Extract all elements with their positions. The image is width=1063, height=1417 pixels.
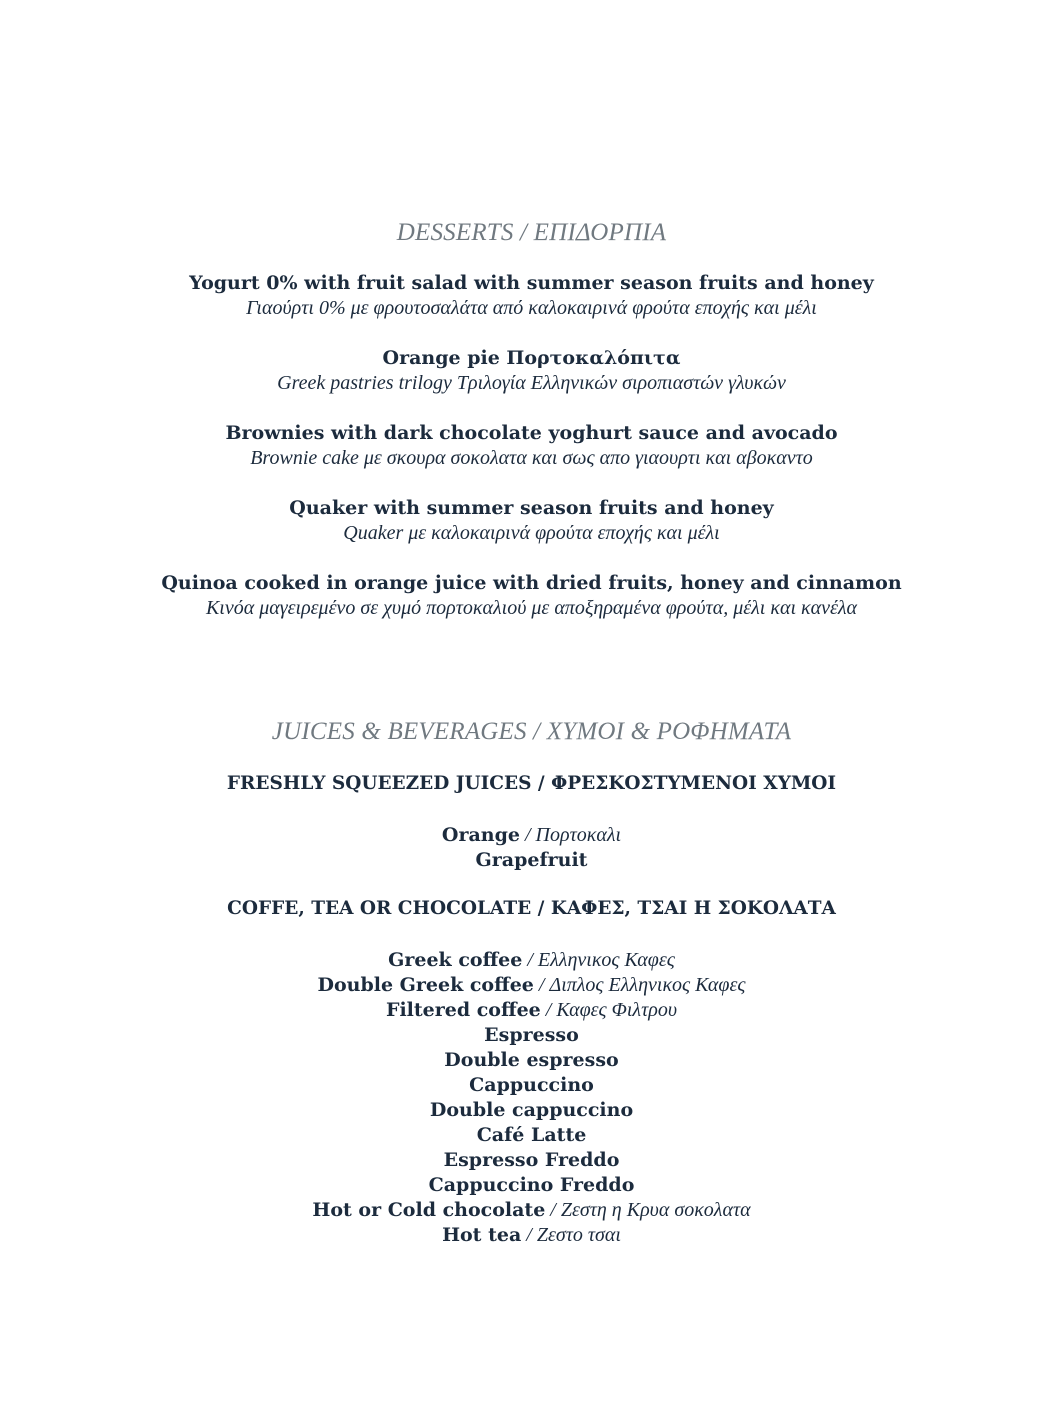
dessert-name-en: Yogurt 0% with fruit salad with summer season fruits and honey [189, 272, 874, 294]
list-item [0, 1173, 1063, 1198]
beverage-name-gr: Ελληνικος Καφες [537, 949, 675, 971]
beverage-name-gr: Πορτοκαλι [535, 824, 622, 846]
dessert-name-en: Quaker with summer season fruits and honey [289, 497, 774, 519]
separator: / [522, 949, 538, 971]
separator: / [545, 1199, 561, 1221]
list-item [0, 998, 1063, 1023]
list-item [0, 948, 1063, 973]
dessert-item [0, 271, 1063, 321]
beverage-name-gr: Ζεστο τσαι [536, 1224, 621, 1246]
list-item [0, 1198, 1063, 1223]
beverage-name-en: Grapefruit [475, 849, 588, 871]
hot-drinks-list [0, 948, 1063, 1248]
beverage-name-gr: Καφες Φιλτρου [556, 999, 678, 1021]
list-item [0, 1223, 1063, 1248]
dessert-item [0, 496, 1063, 546]
desserts-section-title: DESSERTS / ΕΠΙΔΟΡΠΙΑ [396, 219, 667, 246]
list-item [0, 1048, 1063, 1073]
separator: / [519, 824, 536, 846]
beverage-name-en: Double cappuccino [429, 1099, 634, 1121]
dessert-name-en: Brownies with dark chocolate yoghurt sauce and avocado [225, 422, 838, 444]
beverage-name-en: Cappuccino [469, 1074, 594, 1096]
beverage-name-gr: Διπλος Ελληνικος Καφες [549, 974, 746, 996]
separator: / [521, 1224, 537, 1246]
beverage-name-en: Espresso Freddo [443, 1149, 620, 1171]
beverage-name-en: Greek coffee [388, 949, 523, 971]
list-item [0, 1023, 1063, 1048]
beverage-name-en: Hot or Cold chocolate [312, 1199, 546, 1221]
beverage-name-en: Double Greek coffee [317, 974, 534, 996]
dessert-item [0, 571, 1063, 621]
beverage-name-en: Café Latte [476, 1124, 587, 1146]
dessert-name-gr: Κινόα μαγειρεμένο σε χυμό πορτοκαλιού με αποξηραμένα φρούτα, μέλι και κανέλα [205, 597, 858, 619]
dessert-name-gr: Brownie cake με σκουρα σοκολατα και σως απο γιαουρτι και αβοκαντο [250, 447, 813, 469]
list-item [0, 823, 1063, 848]
separator: / [540, 999, 557, 1021]
list-item [0, 1123, 1063, 1148]
beverage-name-en: Hot tea [442, 1224, 522, 1246]
list-item [0, 848, 1063, 873]
dessert-item [0, 421, 1063, 471]
list-item [0, 973, 1063, 998]
dessert-item [0, 346, 1063, 396]
beverage-name-en: Cappuccino Freddo [428, 1174, 635, 1196]
beverage-name-en: Filtered coffee [385, 999, 541, 1021]
dessert-name-en: Orange pie Πορτοκαλόπιτα [382, 347, 681, 369]
beverage-name-en: Orange [441, 824, 520, 846]
beverages-section-title: JUICES & BEVERAGES / ΧΥΜΟΙ & ΡΟΦΗΜΑΤΑ [271, 718, 792, 745]
beverage-name-en: Double espresso [444, 1049, 619, 1071]
dessert-name-en: Quinoa cooked in orange juice with dried fruits, honey and cinnamon [161, 572, 902, 594]
beverage-name-gr: Ζεστη η Κρυα σοκολατα [560, 1199, 751, 1221]
list-item [0, 1148, 1063, 1173]
juices-heading: FRESHLY SQUEEZED JUICES / ΦΡΕΣΚΟΣΤΥΜΕΝΟΙ ΧΥΜΟΙ [226, 773, 837, 794]
hot-drinks-heading: COFFE, TEA OR CHOCOLATE / ΚΑΦΕΣ, ΤΣΑΙ Η ΣΟΚΟΛΑΤΑ [227, 898, 836, 919]
separator: / [533, 974, 550, 996]
list-item [0, 1098, 1063, 1123]
dessert-name-gr: Γιαούρτι 0% με φρουτοσαλάτα από καλοκαιρινά φρούτα εποχής και μέλι [246, 297, 817, 319]
dessert-name-gr: Greek pastries trilogy Τριλογία Ελληνικών σιροπιαστών γλυκών [277, 372, 786, 394]
beverage-name-en: Espresso [484, 1024, 579, 1046]
list-item [0, 1073, 1063, 1098]
dessert-name-gr: Quaker με καλοκαιρινά φρούτα εποχής και μέλι [343, 522, 720, 544]
juices-list [0, 823, 1063, 873]
